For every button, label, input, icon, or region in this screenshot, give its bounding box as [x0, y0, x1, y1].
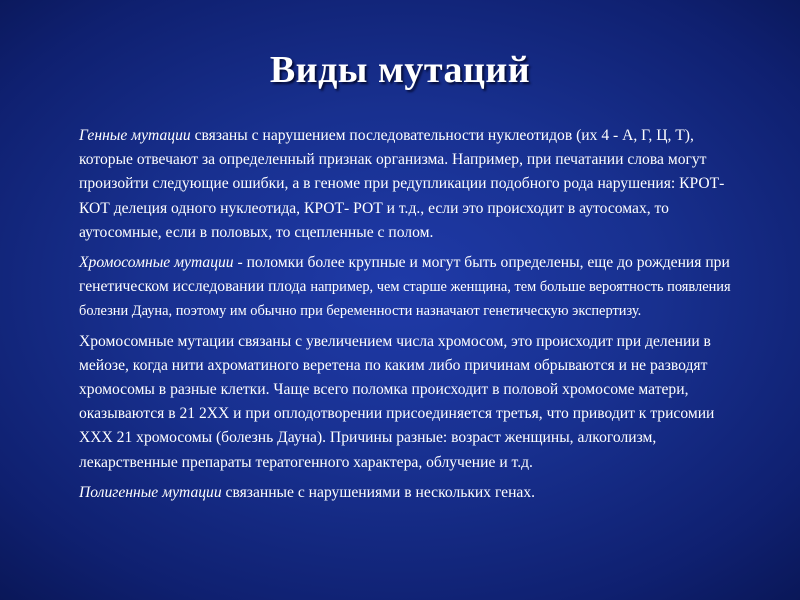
slide-title: Виды мутаций [269, 49, 531, 91]
term-gene-mutations: Генные мутации [79, 127, 191, 144]
paragraph-gene-mutations [79, 124, 751, 245]
term-chromosomal-mutations: Хромосомные мутации [79, 254, 234, 272]
paragraph-text: связанные с нарушениями в нескольких генах. [221, 483, 536, 501]
paragraph-polygenic-mutations [79, 481, 751, 505]
paragraph-chromosomal-mutations [79, 251, 751, 324]
paragraph-chromosomal-details [79, 330, 751, 475]
paragraph-text: Хромосомные мутации связаны с увеличением числа хромосом, это происходит при делении в мейозе, когда нити ахроматиного веретена по каким либо причинам обрываются и не разводят хромосомы в разные клетки. Чаще всего поломка происходит в половой хромосоме матери, оказываются в 21 2ХХ и при оплодотворении присоединяется третья, что приводит к трисомии ХХХ 21 хромосомы (болезнь Дауна). Причины разные: возраст женщины, алкоголизм, лекарственные препараты тератогенного характера, облучение и т.д. [79, 332, 715, 471]
paragraph-example-text: например, чем старше женщина, тем больше вероятность появления болезни Дауна, поэтому им обычно при беременности назначают генетическую экспертизу. [79, 279, 731, 320]
paragraph-text: связаны с нарушением последовательности нуклеотидов (их 4 - А, Г, Ц, Т), которые отвечают за определенный признак организма. Например, при печатании слова могут произойти следующие ошибки, а в геноме при редупликации подобного рода нарушения: КРОТ- КОТ делеция одного нуклеотида, КРОТ- РОТ и т.д., если это происходит в аутосомах, то аутосомные, если в половых, то сцепленные с полом. [79, 127, 725, 241]
slide-content [79, 124, 751, 511]
term-polygenic-mutations: Полигенные мутации [79, 483, 222, 501]
paragraph-text: - поломки более крупные и могут быть определены, еще до рождения при генетическом исследовании плода [79, 254, 730, 296]
